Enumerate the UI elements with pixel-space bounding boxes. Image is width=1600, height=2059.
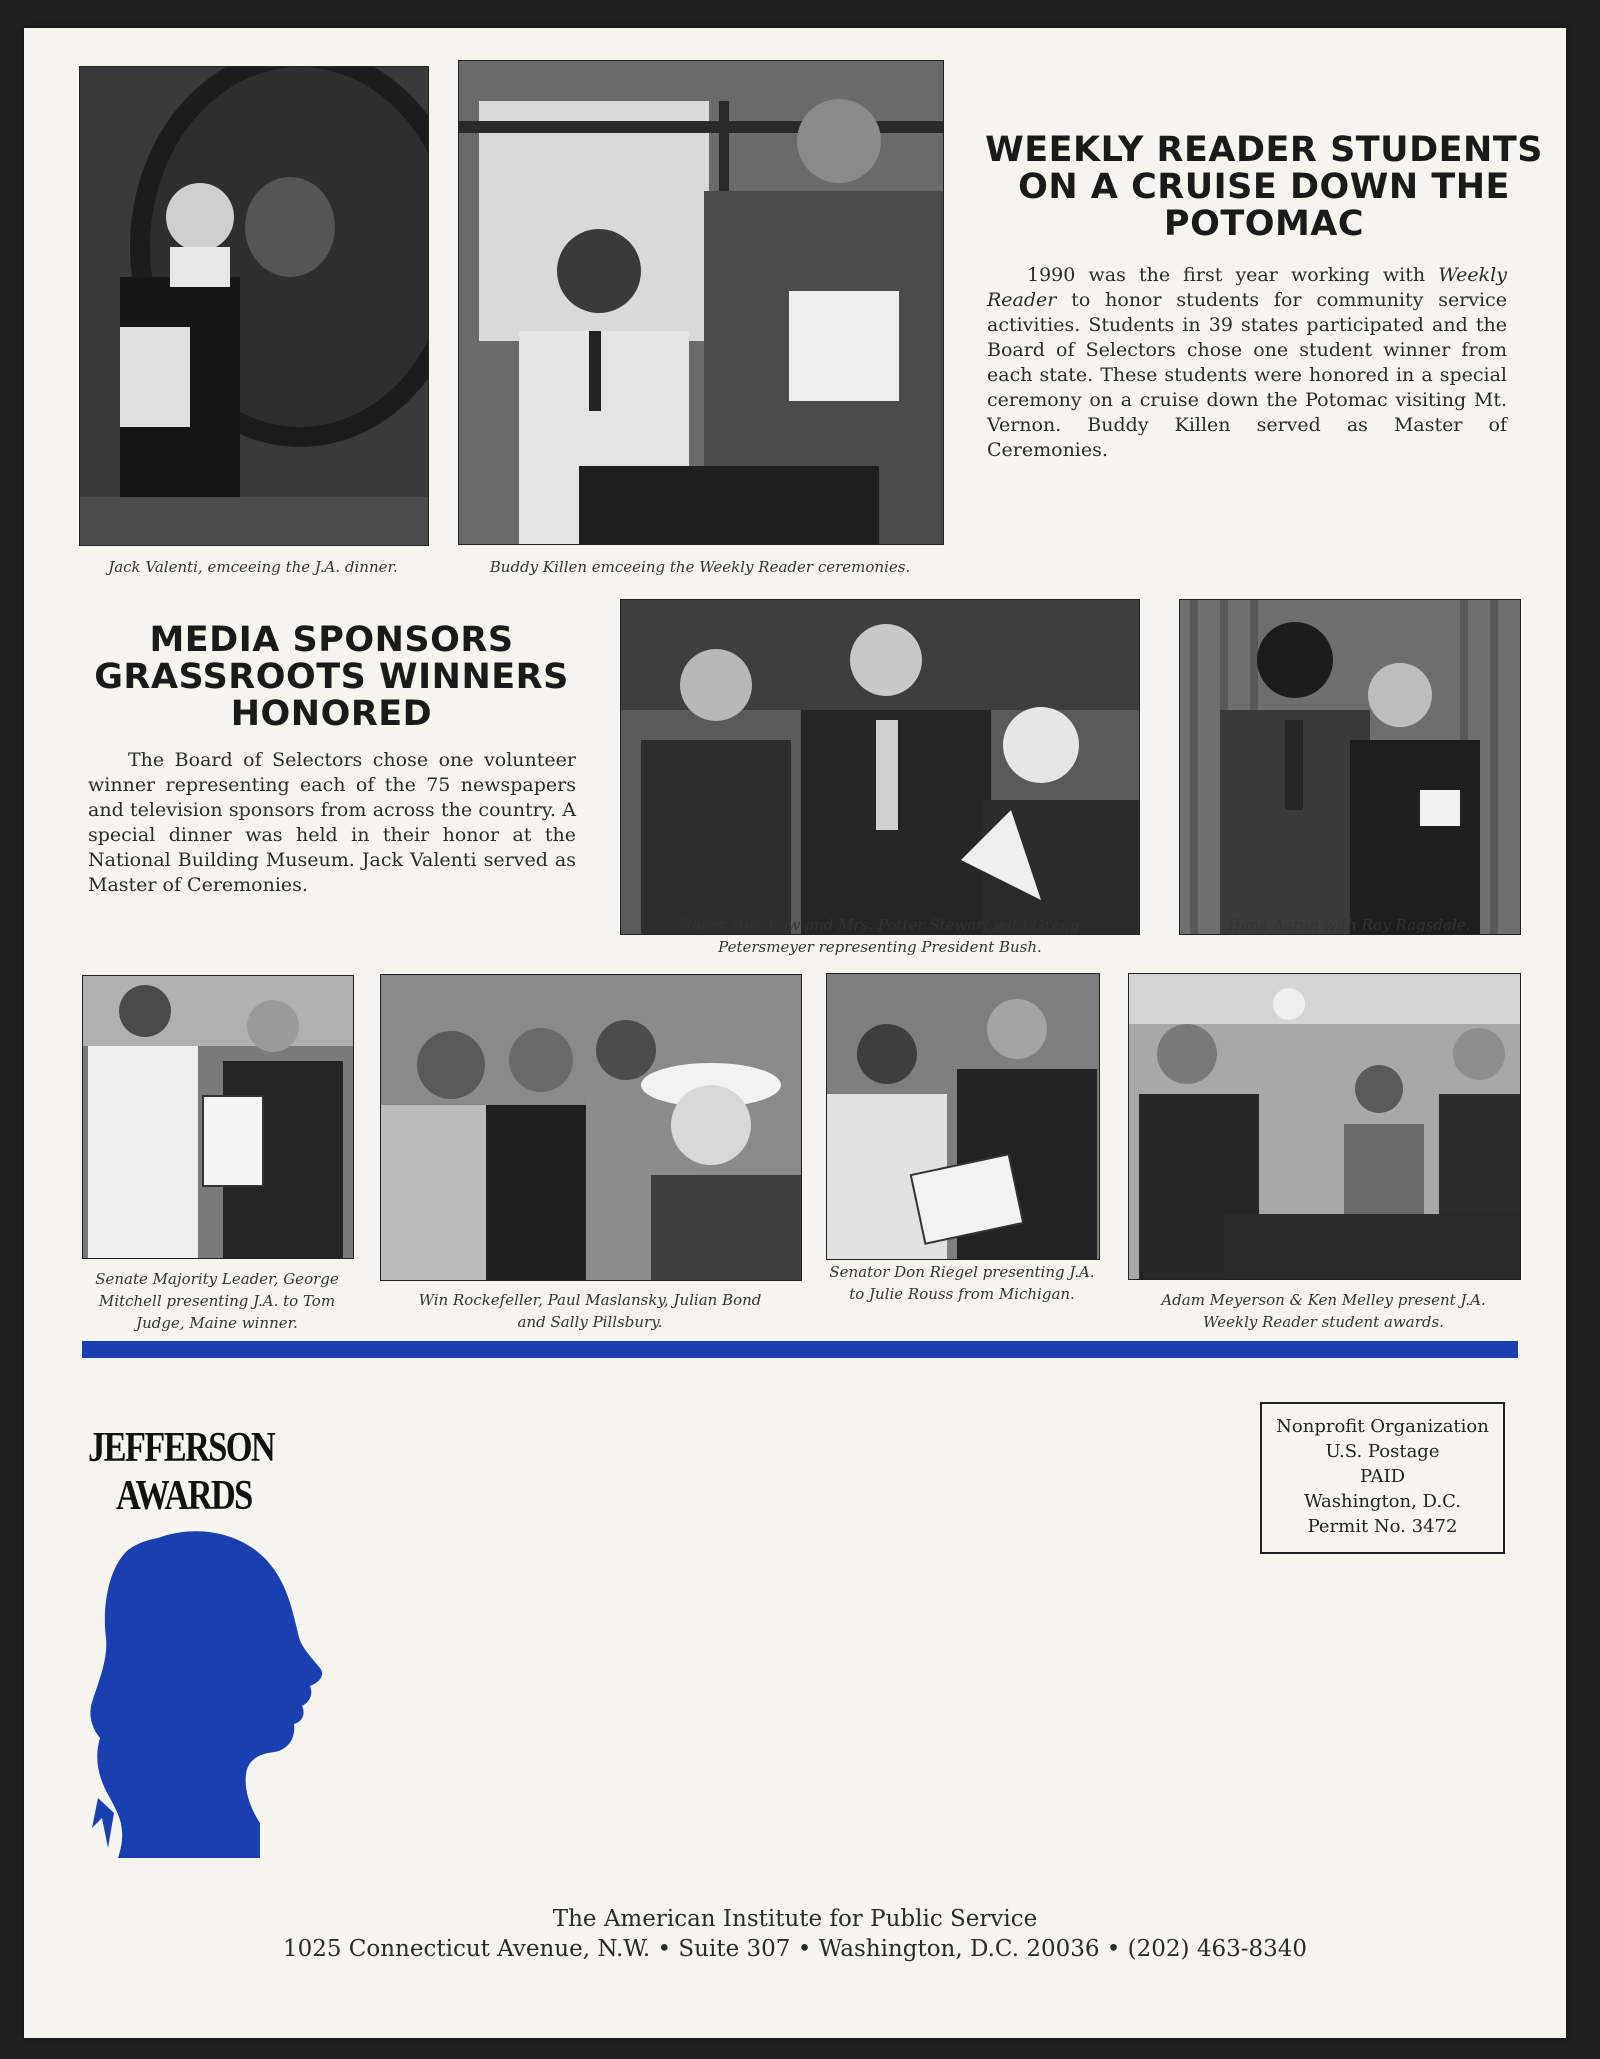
caption-riegel-rouss: Senator Don Riegel presenting J.A. to Julie Rouss from Michigan. (829, 1263, 1095, 1303)
headline-weekly-reader: WEEKLY READER STUDENTS ON A CRUISE DOWN THE POTOMAC (985, 130, 1543, 244)
caption-horchow-stewart: Roger Horchow and Mrs. Potter Stewart with Gregg Petersmeyer representing President Bush. (680, 916, 1080, 956)
caption-rockefeller-group: Win Rockefeller, Paul Maslansky, Julian Bond and Sally Pillsbury. (418, 1291, 762, 1331)
footer-org-name: The American Institute for Public Service (552, 1906, 1038, 1932)
body-weekly-reader-start: 1990 was the first year working with (1027, 264, 1439, 286)
postage-indicia (1260, 1402, 1505, 1554)
jefferson-silhouette-icon (88, 1528, 328, 1858)
body-weekly-reader-italic: Weekly Reader (987, 264, 1507, 311)
logo-line-jefferson: JEFFERSON (88, 1425, 275, 1471)
blue-divider (82, 1341, 1518, 1358)
postage-line-3: PAID (1360, 1466, 1405, 1487)
photo-mitchell-judge (82, 975, 354, 1259)
body-weekly-reader (987, 263, 1507, 463)
photo-rockefeller-group (380, 974, 802, 1281)
photo-meyerson-melley (1128, 973, 1521, 1280)
logo-line-awards: AWARDS (116, 1473, 252, 1519)
body-weekly-reader-rest: to honor students for community service activities. Students in 39 states participated and the Board of Selectors chose one student winner from each state. These students were honored in a special ceremony on a cruise down the Potomac visiting Mt. Vernon. Buddy Killen served as Master of Ceremonies. (987, 289, 1507, 461)
postage-line-1: Nonprofit Organization (1276, 1416, 1489, 1437)
headline-media-sponsors: MEDIA SPONSORS GRASSROOTS WINNERS HONORED (94, 620, 569, 734)
photo-aaron-ragsdale (1179, 599, 1521, 935)
footer-address-block (24, 1904, 1566, 1964)
postage-line-4: Washington, D.C. (1304, 1491, 1461, 1512)
body-media-sponsors (88, 748, 576, 898)
body-media-sponsors-text: The Board of Selectors chose one volunteer winner representing each of the 75 newspapers and television sponsors from across the country. A special dinner was held in their honor at the National Building Museum. Jack Valenti served as Master of Ceremonies. (88, 749, 576, 896)
caption-killen-weekly-reader: Buddy Killen emceeing the Weekly Reader ceremonies. (489, 558, 911, 576)
photo-riegel-rouss (826, 973, 1100, 1260)
caption-valenti-dinner: Jack Valenti, emceeing the J.A. dinner. (108, 558, 398, 576)
postage-line-2: U.S. Postage (1325, 1441, 1440, 1462)
photo-killen-weekly-reader (458, 60, 944, 545)
caption-meyerson-melley: Adam Meyerson & Ken Melley present J.A. Weekly Reader student awards. (1161, 1291, 1486, 1331)
postage-line-5: Permit No. 3472 (1307, 1516, 1458, 1537)
footer-address: 1025 Connecticut Avenue, N.W. • Suite 307 • Washington, D.C. 20036 • (202) 463-8340 (282, 1936, 1308, 1962)
caption-mitchell-judge: Senate Majority Leader, George Mitchell presenting J.A. to Tom Judge, Maine winner. (95, 1270, 339, 1332)
photo-horchow-stewart (620, 599, 1140, 935)
caption-aaron-ragsdale: Hank Aaron with Ray Ragsdale. (1227, 916, 1471, 934)
newsletter-page (24, 28, 1566, 2038)
photo-valenti-dinner (79, 66, 429, 546)
